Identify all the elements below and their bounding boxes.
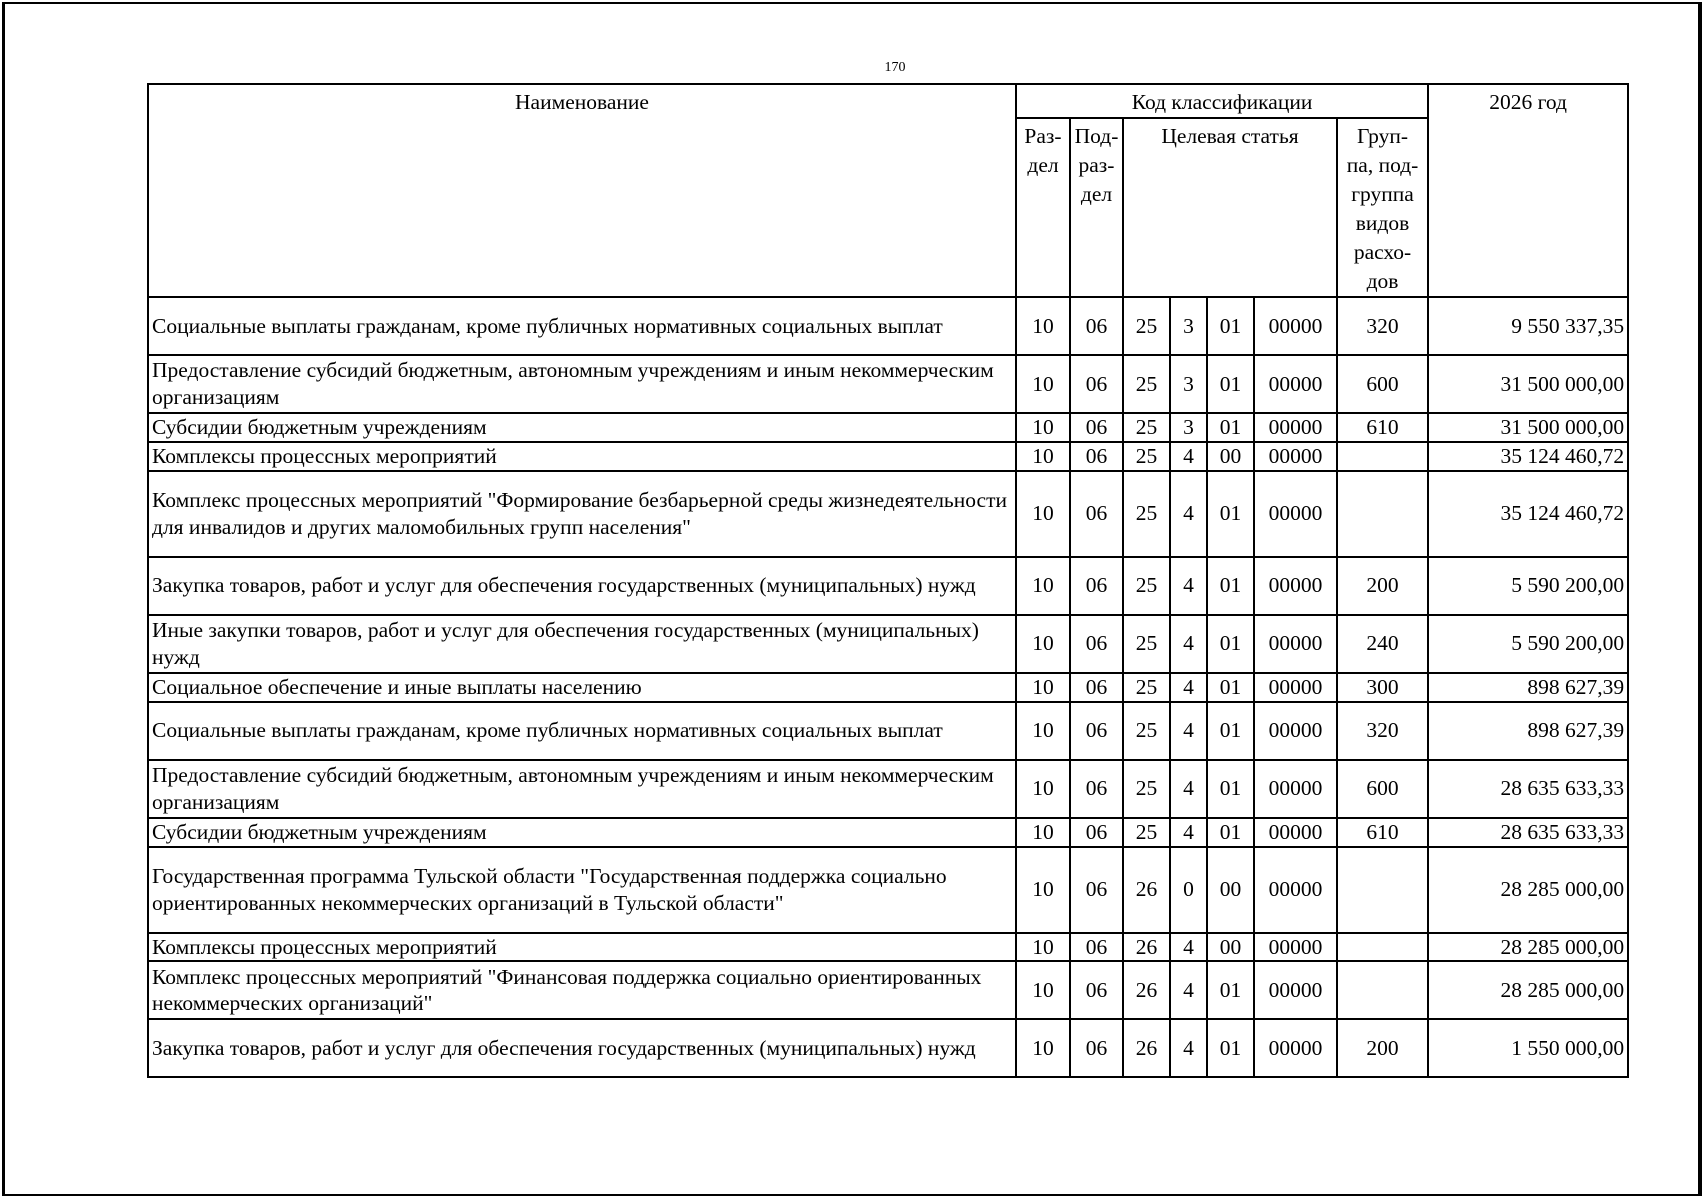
row-target-type: 4	[1170, 442, 1207, 471]
row-target-type: 3	[1170, 297, 1207, 355]
row-target-code: 00000	[1254, 760, 1337, 818]
row-podrazdel: 06	[1070, 933, 1123, 962]
row-podrazdel: 06	[1070, 442, 1123, 471]
row-target-program: 25	[1123, 818, 1170, 847]
row-amount: 28 635 633,33	[1428, 818, 1628, 847]
row-razdel: 10	[1016, 471, 1070, 557]
header-target-article: Целевая статья	[1123, 118, 1337, 297]
row-target-program: 25	[1123, 355, 1170, 413]
row-target-direction: 01	[1207, 615, 1254, 673]
page-number: 170	[884, 60, 906, 75]
row-podrazdel: 06	[1070, 760, 1123, 818]
row-target-code: 00000	[1254, 961, 1337, 1019]
row-target-code: 00000	[1254, 933, 1337, 962]
table-row	[148, 557, 1628, 615]
row-razdel: 10	[1016, 413, 1070, 442]
row-amount: 5 590 200,00	[1428, 615, 1628, 673]
header-subsection: Под- раз- дел	[1070, 118, 1123, 297]
row-target-type: 4	[1170, 760, 1207, 818]
row-target-direction: 00	[1207, 442, 1254, 471]
row-amount: 28 285 000,00	[1428, 933, 1628, 962]
row-target-program: 25	[1123, 760, 1170, 818]
row-target-direction: 00	[1207, 933, 1254, 962]
table-row	[148, 933, 1628, 962]
row-razdel: 10	[1016, 818, 1070, 847]
row-target-type: 4	[1170, 673, 1207, 702]
row-podrazdel: 06	[1070, 961, 1123, 1019]
row-target-program: 25	[1123, 297, 1170, 355]
row-name: Социальное обеспечение и иные выплаты населению	[148, 673, 1016, 702]
row-target-code: 00000	[1254, 297, 1337, 355]
row-target-program: 25	[1123, 471, 1170, 557]
row-podrazdel: 06	[1070, 615, 1123, 673]
row-target-type: 4	[1170, 702, 1207, 760]
row-target-direction: 01	[1207, 471, 1254, 557]
row-amount: 5 590 200,00	[1428, 557, 1628, 615]
row-target-program: 25	[1123, 557, 1170, 615]
header-year: 2026 год	[1428, 84, 1628, 297]
row-target-code: 00000	[1254, 413, 1337, 442]
row-name: Социальные выплаты гражданам, кроме публичных нормативных социальных выплат	[148, 297, 1016, 355]
budget-table	[147, 83, 1629, 1078]
header-expense-group: Груп- па, под- группа видов расхо- дов	[1337, 118, 1428, 297]
row-name: Социальные выплаты гражданам, кроме публичных нормативных социальных выплат	[148, 702, 1016, 760]
row-target-type: 4	[1170, 615, 1207, 673]
row-target-type: 0	[1170, 847, 1207, 933]
row-amount: 35 124 460,72	[1428, 471, 1628, 557]
row-expense-group: 610	[1337, 818, 1428, 847]
row-name: Комплекс процессных мероприятий "Финансовая поддержка социально ориентированных некоммерческих организаций"	[148, 961, 1016, 1019]
row-target-type: 4	[1170, 961, 1207, 1019]
header-classification: Код классификации	[1016, 84, 1428, 118]
table-row	[148, 355, 1628, 413]
row-amount: 898 627,39	[1428, 673, 1628, 702]
table-row	[148, 1019, 1628, 1077]
row-target-code: 00000	[1254, 615, 1337, 673]
row-name: Комплексы процессных мероприятий	[148, 442, 1016, 471]
row-name: Субсидии бюджетным учреждениям	[148, 413, 1016, 442]
row-target-program: 25	[1123, 413, 1170, 442]
row-amount: 28 285 000,00	[1428, 847, 1628, 933]
row-name: Закупка товаров, работ и услуг для обеспечения государственных (муниципальных) нужд	[148, 1019, 1016, 1077]
table-row	[148, 615, 1628, 673]
row-razdel: 10	[1016, 297, 1070, 355]
table-row	[148, 297, 1628, 355]
row-amount: 9 550 337,35	[1428, 297, 1628, 355]
row-amount: 1 550 000,00	[1428, 1019, 1628, 1077]
row-target-code: 00000	[1254, 818, 1337, 847]
row-podrazdel: 06	[1070, 471, 1123, 557]
row-podrazdel: 06	[1070, 847, 1123, 933]
row-target-code: 00000	[1254, 673, 1337, 702]
row-target-program: 25	[1123, 673, 1170, 702]
row-target-type: 4	[1170, 471, 1207, 557]
table-row	[148, 760, 1628, 818]
row-expense-group	[1337, 961, 1428, 1019]
row-name: Комплексы процессных мероприятий	[148, 933, 1016, 962]
row-expense-group: 600	[1337, 355, 1428, 413]
row-name: Закупка товаров, работ и услуг для обеспечения государственных (муниципальных) нужд	[148, 557, 1016, 615]
row-expense-group: 320	[1337, 297, 1428, 355]
row-target-direction: 00	[1207, 847, 1254, 933]
row-razdel: 10	[1016, 615, 1070, 673]
table-row	[148, 471, 1628, 557]
header-name: Наименование	[148, 84, 1016, 297]
row-razdel: 10	[1016, 442, 1070, 471]
row-amount: 28 285 000,00	[1428, 961, 1628, 1019]
row-name: Субсидии бюджетным учреждениям	[148, 818, 1016, 847]
row-name: Государственная программа Тульской области "Государственная поддержка социально ориентированных некоммерческих организаций в Тульской области"	[148, 847, 1016, 933]
row-target-code: 00000	[1254, 557, 1337, 615]
row-expense-group: 200	[1337, 1019, 1428, 1077]
row-razdel: 10	[1016, 1019, 1070, 1077]
row-target-type: 3	[1170, 355, 1207, 413]
row-target-type: 4	[1170, 818, 1207, 847]
row-expense-group	[1337, 933, 1428, 962]
row-target-type: 4	[1170, 557, 1207, 615]
row-podrazdel: 06	[1070, 413, 1123, 442]
row-razdel: 10	[1016, 933, 1070, 962]
row-target-direction: 01	[1207, 413, 1254, 442]
row-target-direction: 01	[1207, 557, 1254, 615]
row-target-code: 00000	[1254, 471, 1337, 557]
row-target-code: 00000	[1254, 1019, 1337, 1077]
row-target-program: 26	[1123, 961, 1170, 1019]
row-target-program: 25	[1123, 442, 1170, 471]
row-razdel: 10	[1016, 847, 1070, 933]
row-expense-group: 240	[1337, 615, 1428, 673]
row-target-direction: 01	[1207, 355, 1254, 413]
row-podrazdel: 06	[1070, 557, 1123, 615]
row-razdel: 10	[1016, 355, 1070, 413]
row-target-program: 25	[1123, 702, 1170, 760]
table-row	[148, 442, 1628, 471]
row-name: Иные закупки товаров, работ и услуг для обеспечения государственных (муниципальных) нужд	[148, 615, 1016, 673]
row-amount: 35 124 460,72	[1428, 442, 1628, 471]
row-name: Предоставление субсидий бюджетным, автономным учреждениям и иным некоммерческим организациям	[148, 355, 1016, 413]
row-target-type: 4	[1170, 933, 1207, 962]
row-name: Предоставление субсидий бюджетным, автономным учреждениям и иным некоммерческим организациям	[148, 760, 1016, 818]
row-target-type: 4	[1170, 1019, 1207, 1077]
row-expense-group: 610	[1337, 413, 1428, 442]
row-razdel: 10	[1016, 702, 1070, 760]
row-expense-group: 600	[1337, 760, 1428, 818]
table-row	[148, 413, 1628, 442]
row-target-program: 26	[1123, 1019, 1170, 1077]
row-target-program: 25	[1123, 615, 1170, 673]
row-expense-group	[1337, 442, 1428, 471]
row-amount: 31 500 000,00	[1428, 413, 1628, 442]
row-podrazdel: 06	[1070, 355, 1123, 413]
row-podrazdel: 06	[1070, 1019, 1123, 1077]
row-podrazdel: 06	[1070, 673, 1123, 702]
row-podrazdel: 06	[1070, 702, 1123, 760]
table-body	[148, 297, 1628, 1077]
table-row	[148, 818, 1628, 847]
row-target-code: 00000	[1254, 442, 1337, 471]
row-expense-group: 320	[1337, 702, 1428, 760]
row-amount: 28 635 633,33	[1428, 760, 1628, 818]
row-expense-group	[1337, 847, 1428, 933]
row-target-direction: 01	[1207, 1019, 1254, 1077]
row-name: Комплекс процессных мероприятий "Формирование безбарьерной среды жизнедеятельности для инвалидов и других маломобильных групп населения"	[148, 471, 1016, 557]
row-razdel: 10	[1016, 673, 1070, 702]
row-target-direction: 01	[1207, 297, 1254, 355]
row-target-type: 3	[1170, 413, 1207, 442]
table-row	[148, 961, 1628, 1019]
row-target-program: 26	[1123, 847, 1170, 933]
row-expense-group	[1337, 471, 1428, 557]
row-target-code: 00000	[1254, 847, 1337, 933]
row-target-code: 00000	[1254, 355, 1337, 413]
row-amount: 31 500 000,00	[1428, 355, 1628, 413]
row-target-direction: 01	[1207, 818, 1254, 847]
row-podrazdel: 06	[1070, 818, 1123, 847]
row-expense-group: 300	[1337, 673, 1428, 702]
row-target-direction: 01	[1207, 673, 1254, 702]
table-row	[148, 673, 1628, 702]
row-expense-group: 200	[1337, 557, 1428, 615]
header-section: Раз- дел	[1016, 118, 1070, 297]
row-razdel: 10	[1016, 557, 1070, 615]
row-target-direction: 01	[1207, 961, 1254, 1019]
row-podrazdel: 06	[1070, 297, 1123, 355]
row-target-direction: 01	[1207, 702, 1254, 760]
row-razdel: 10	[1016, 961, 1070, 1019]
row-amount: 898 627,39	[1428, 702, 1628, 760]
row-target-program: 26	[1123, 933, 1170, 962]
row-target-direction: 01	[1207, 760, 1254, 818]
table-row	[148, 702, 1628, 760]
row-razdel: 10	[1016, 760, 1070, 818]
row-target-code: 00000	[1254, 702, 1337, 760]
table-row	[148, 847, 1628, 933]
